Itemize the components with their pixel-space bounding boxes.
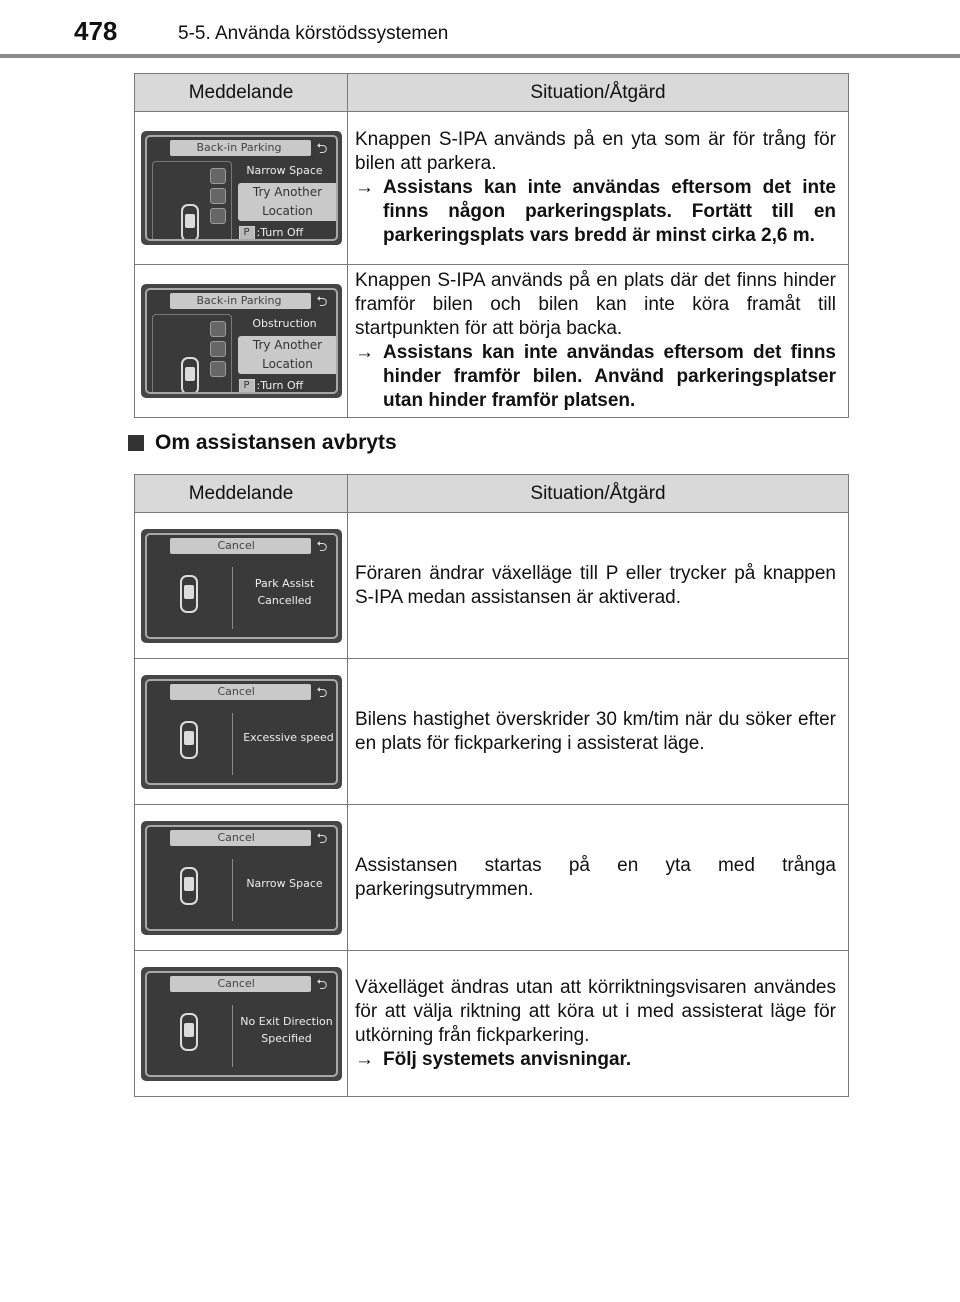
screen-message: Obstruction bbox=[252, 317, 317, 330]
message-table-2 bbox=[134, 474, 849, 1097]
column-header-situation: Situation/Åtgärd bbox=[348, 74, 849, 112]
table-header-row bbox=[135, 475, 849, 513]
slot-icon bbox=[210, 341, 226, 357]
car-icon bbox=[180, 575, 198, 613]
slot-icon bbox=[210, 321, 226, 337]
section-title: 5-5. Använda körstödssystemen bbox=[178, 23, 449, 44]
display-screen-narrow-space bbox=[141, 821, 342, 935]
car-icon bbox=[180, 867, 198, 905]
return-icon: ⮌ bbox=[316, 975, 328, 992]
screen-message: No Exit Direction Specified bbox=[240, 1014, 333, 1045]
subheading: Om assistansen avbryts bbox=[128, 431, 397, 455]
display-screen-park-assist-cancelled bbox=[141, 529, 342, 643]
action-text: Följ systemets anvisningar. bbox=[383, 1048, 632, 1070]
arrow-icon: → bbox=[355, 177, 374, 198]
parking-assist-icon: P bbox=[239, 226, 255, 240]
screen-message: Park Assist Cancelled bbox=[254, 576, 315, 607]
situation-text: Föraren ändrar växelläge till P eller trycker på knappen S-IPA medan assistansen är aktiverad. bbox=[348, 513, 849, 659]
screen-title: Back-in Parking bbox=[170, 293, 311, 309]
screen-title: Cancel bbox=[170, 976, 311, 992]
table-header-row bbox=[135, 74, 849, 112]
divider bbox=[232, 713, 233, 775]
screen-title: Cancel bbox=[170, 684, 311, 700]
column-header-message: Meddelande bbox=[135, 74, 348, 112]
column-header-message: Meddelande bbox=[135, 475, 348, 513]
table-row bbox=[135, 659, 849, 805]
car-icon bbox=[180, 1013, 198, 1051]
divider bbox=[232, 859, 233, 921]
page-header bbox=[0, 0, 960, 60]
situation-text: Bilens hastighet överskrider 30 km/tim när du söker efter en plats för fickparkering i assisterat läge. bbox=[348, 659, 849, 805]
parking-assist-icon: P bbox=[239, 379, 255, 393]
page-number: 478 bbox=[74, 16, 118, 46]
return-icon: ⮌ bbox=[316, 537, 328, 554]
try-another-location-button: Try Another Location bbox=[238, 336, 338, 374]
table-row bbox=[135, 112, 849, 265]
return-icon: ⮌ bbox=[316, 683, 328, 700]
situation-text: Knappen S-IPA används på en yta som är för trång för bilen att parkera. bbox=[355, 129, 836, 174]
turn-off-label: P :Turn Off bbox=[239, 225, 304, 241]
table-row bbox=[135, 265, 849, 418]
display-screen-obstruction bbox=[141, 284, 342, 398]
slot-icon bbox=[210, 168, 226, 184]
parking-diagram bbox=[152, 161, 232, 241]
header-rule bbox=[0, 54, 960, 58]
situation-text: Växelläget ändras utan att körriktningsvisaren användes för att välja riktning att köra ut i med assisterat läge för utkörning från fickparkering. bbox=[355, 976, 836, 1046]
turn-off-label: P :Turn Off bbox=[239, 378, 304, 394]
column-header-situation: Situation/Åtgärd bbox=[348, 475, 849, 513]
screen-message: Narrow Space bbox=[246, 876, 323, 890]
action-text: Assistans kan inte användas eftersom det inte finns någon parkeringsplats. Fortätt till en parkeringsplats vars bredd är minst cirka 2,6 m. bbox=[383, 177, 836, 246]
display-screen-no-exit-direction bbox=[141, 967, 342, 1081]
table-row bbox=[135, 951, 849, 1097]
screen-title: Cancel bbox=[170, 538, 311, 554]
return-icon: ⮌ bbox=[316, 140, 328, 156]
car-icon bbox=[181, 357, 199, 394]
slot-icon bbox=[210, 361, 226, 377]
screen-message: Excessive speed bbox=[243, 730, 334, 744]
situation-text: Assistansen startas på en yta med trånga parkeringsutrymmen. bbox=[348, 805, 849, 951]
screen-message: Narrow Space bbox=[246, 164, 323, 177]
screen-title: Back-in Parking bbox=[170, 140, 311, 156]
divider bbox=[232, 1005, 233, 1067]
display-screen-narrow-space bbox=[141, 131, 342, 245]
slot-icon bbox=[210, 208, 226, 224]
try-another-location-button: Try Another Location bbox=[238, 183, 338, 221]
square-bullet-icon bbox=[128, 435, 144, 451]
parking-diagram bbox=[152, 314, 232, 394]
return-icon: ⮌ bbox=[316, 829, 328, 846]
arrow-icon: → bbox=[355, 342, 374, 363]
display-screen-excessive-speed bbox=[141, 675, 342, 789]
message-table-1 bbox=[134, 73, 849, 418]
car-icon bbox=[181, 204, 199, 241]
situation-text: Knappen S-IPA används på en plats där det finns hinder framför bilen och bilen kan inte köra framåt till startpunkten för att börja backa. bbox=[355, 270, 836, 339]
car-icon bbox=[180, 721, 198, 759]
divider bbox=[232, 567, 233, 629]
table-row bbox=[135, 805, 849, 951]
action-text: Assistans kan inte användas eftersom det finns hinder framför bilen. Använd parkeringsplatser utan hinder framför platsen. bbox=[383, 342, 836, 411]
slot-icon bbox=[210, 188, 226, 204]
arrow-icon: → bbox=[355, 1048, 374, 1070]
screen-title: Cancel bbox=[170, 830, 311, 846]
return-icon: ⮌ bbox=[316, 293, 328, 309]
table-row bbox=[135, 513, 849, 659]
